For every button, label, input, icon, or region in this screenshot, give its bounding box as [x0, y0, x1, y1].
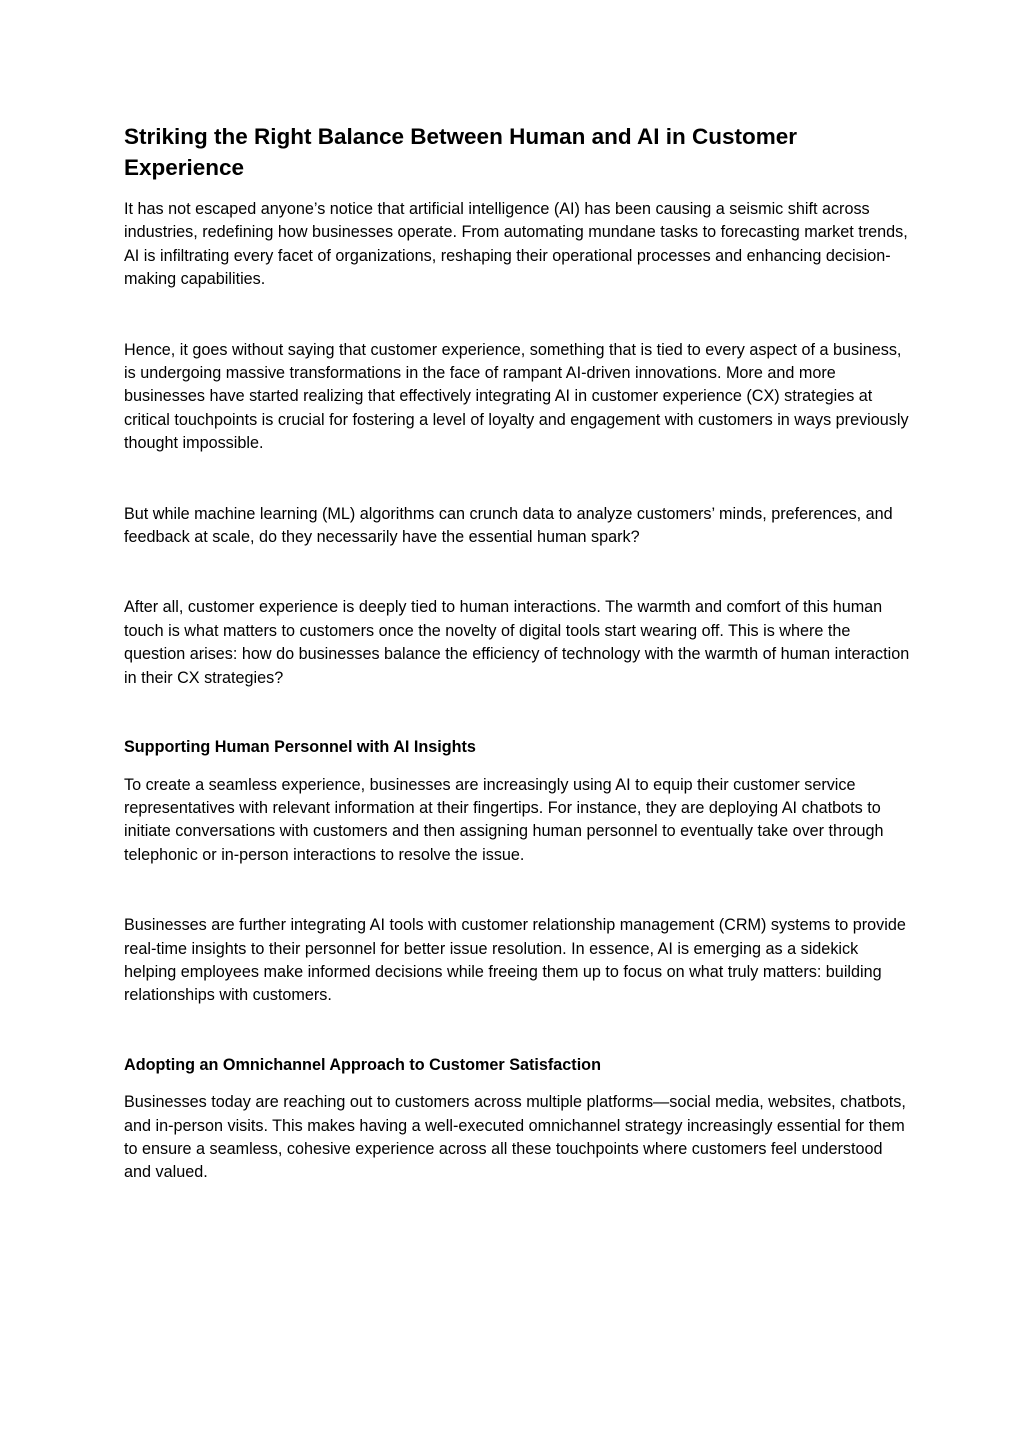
intro-paragraph-2: Hence, it goes without saying that customer experience, something that is tied to every aspect of a business, is undergoing massive transformations in the face of rampant AI-driven innovations. More and more businesses have started realizing that effectively integrating AI in customer experience (CX) strategies at critical touchpoints is crucial for fostering a level of loyalty and engagement with customers in ways previously thought impossible. [124, 340, 909, 453]
intro-paragraph-1: It has not escaped anyone’s notice that artificial intelligence (AI) has been causing a seismic shift across industries, redefining how businesses operate. From automating mundane tasks to forecasting market trends, AI is infiltrating every facet of organizations, reshaping their operational processes and enhancing decision-making capabilities. [124, 200, 908, 289]
document-title: Striking the Right Balance Between Human and AI in Customer Experience [124, 124, 798, 180]
section-2-paragraph-1: Businesses today are reaching out to customers across multiple platforms—social media, websites, chatbots, and in-person visits. This makes having a well-executed omnichannel strategy increasingly essential for them to ensure a seamless, cohesive experience across all these touchpoints where customers feel understood and valued. [124, 1093, 906, 1182]
document-page [124, 121, 914, 1185]
section-1-paragraph-1: To create a seamless experience, businesses are increasingly using AI to equip their customer service representatives with relevant information at their fingertips. For instance, they are deploying AI chatbots to initiate conversations with customers and then assigning human personnel to eventually take over through telephonic or in-person interactions to resolve the issue. [124, 775, 884, 864]
section-heading-omnichannel: Adopting an Omnichannel Approach to Customer Satisfaction [124, 1055, 601, 1074]
intro-paragraph-4: After all, customer experience is deeply tied to human interactions. The warmth and comfort of this human touch is what matters to customers once the novelty of digital tools start wearing off. This is where the question arises: how do businesses balance the efficiency of technology with the warmth of human interaction in their CX strategies? [124, 598, 910, 687]
intro-paragraph-3: But while machine learning (ML) algorithms can crunch data to analyze customers’ minds, preferences, and feedback at scale, do they necessarily have the essential human spark? [124, 504, 893, 547]
section-heading-ai-insights: Supporting Human Personnel with AI Insights [124, 738, 476, 757]
section-1-paragraph-2: Businesses are further integrating AI tools with customer relationship management (CRM) systems to provide real-time insights to their personnel for better issue resolution. In essence, AI is emerging as a sidekick helping employees make informed decisions while freeing them up to focus on what truly matters: building relationships with customers. [124, 916, 906, 1005]
